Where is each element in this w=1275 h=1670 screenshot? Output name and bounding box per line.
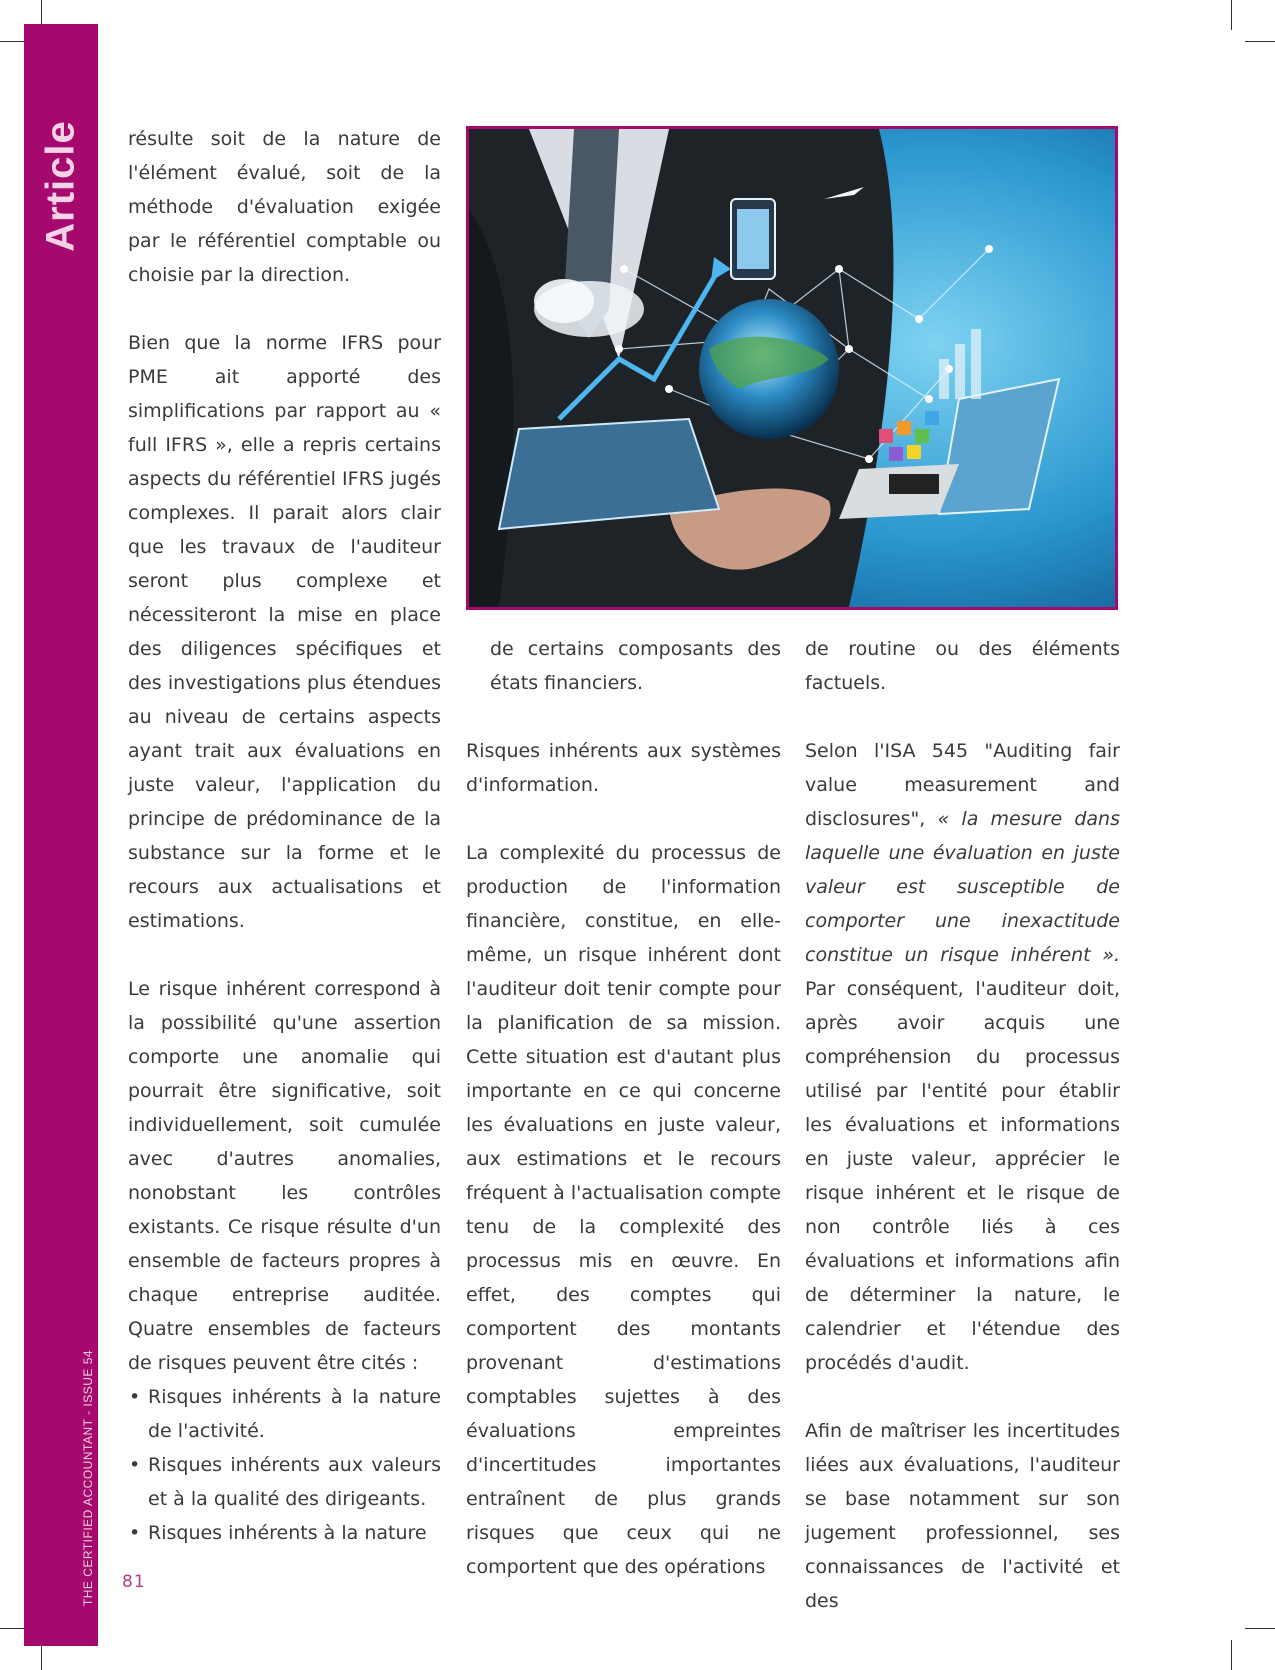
list-item: • Risques inhérents à la nature	[128, 1516, 441, 1550]
paragraph: résulte soit de la nature de l'élément évalué, soit de la méthode d'évaluation exigée par le référentiel comptable ou choisie par la direction.	[128, 128, 441, 286]
business-technology-illustration-icon	[469, 129, 1115, 607]
paragraph: Afin de maîtriser les incertitudes liées aux évaluations, l'auditeur se base notamment sur son jugement professionnel, ses connaissances de l'activité et des	[805, 1420, 1120, 1612]
crop-mark	[1245, 41, 1275, 42]
paragraph: Risques inhérents aux systèmes d'information.	[466, 740, 781, 796]
quote-continuation: Par conséquent, l'auditeur doit, après avoir acquis une compréhension du processus utilisé par l'entité pour établir les évaluations et informations en juste valeur, apprécier le risque inhérent et le risque de non contrôle liés à ces évaluations et informations afin de déterminer la nature, le calendrier et l'étendue des procédés d'audit.	[805, 978, 1120, 1374]
paragraph	[805, 734, 1120, 1380]
paragraph: Bien que la norme IFRS pour PME ait apporté des simplifications par rapport au « full IFRS », elle a repris certains aspects du référentiel IFRS jugés complexes. Il parait alors clair que les travaux de l'auditeur seront plus complexe et nécessiteront la mise en place des diligences spécifiques et des investigations plus étendues au niveau de certains aspects ayant trait aux évaluations en juste valeur, l'application du principe de prédominance de la substance sur la forme et le recours aux actualisations et estimations.	[128, 332, 441, 932]
list-item: • Risques inhérents aux valeurs et à la qualité des dirigeants.	[128, 1448, 441, 1516]
text-column-3	[805, 632, 1120, 1618]
crop-mark	[1245, 1628, 1275, 1629]
risk-factor-list	[128, 1380, 441, 1550]
list-item: • Risques inhérents à la nature de l'activité.	[128, 1380, 441, 1448]
text-column-2	[466, 632, 781, 1584]
paragraph: La complexité du processus de production de l'information financière, constitue, en elle-même, un risque inhérent dont l'auditeur doit tenir compte pour la planification de sa mission. Cette situation est d'autant plus importante en ce qui concerne les évaluations en juste valeur, aux estimations et le recours fréquent à l'actualisation compte tenu de la complexité des processus mis en œuvre. En effet, des comptes qui comportent des montants provenant d'estimations comptables sujettes à des évaluations empreintes d'incertitudes importantes entraînent de plus grands risques que ceux qui ne comportent que des opérations	[466, 842, 781, 1578]
crop-mark	[1231, 1640, 1232, 1670]
paragraph: Le risque inhérent correspond à la possibilité qu'une assertion comporte une anomalie qui pourrait être significative, soit individuellement, soit cumulée avec d'autres anomalies, nonobstant les contrôles existants. Ce risque résulte d'un ensemble de facteurs propres à chaque entreprise auditée. Quatre ensembles de facteurs de risques peuvent être cités :	[128, 978, 441, 1374]
crop-mark	[1231, 0, 1232, 30]
paragraph: de certains composants des états financiers.	[490, 638, 781, 694]
quote-intro: Selon l'ISA 545 "Auditing fair value measurement and disclosures",	[805, 740, 1120, 830]
issue-label: THE CERTIFIED ACCOUNTANT - ISSUE 54	[81, 1349, 95, 1607]
text-column-1	[128, 122, 441, 1550]
section-label: Article	[38, 120, 83, 252]
page-number: 81	[122, 1572, 146, 1592]
isa-quote: « la mesure dans laquelle une évaluation en juste valeur est susceptible de comporter une inexactitude constitue un risque inhérent ».	[805, 808, 1120, 966]
paragraph: de routine ou des éléments factuels.	[805, 638, 1120, 694]
article-photo	[466, 126, 1118, 610]
